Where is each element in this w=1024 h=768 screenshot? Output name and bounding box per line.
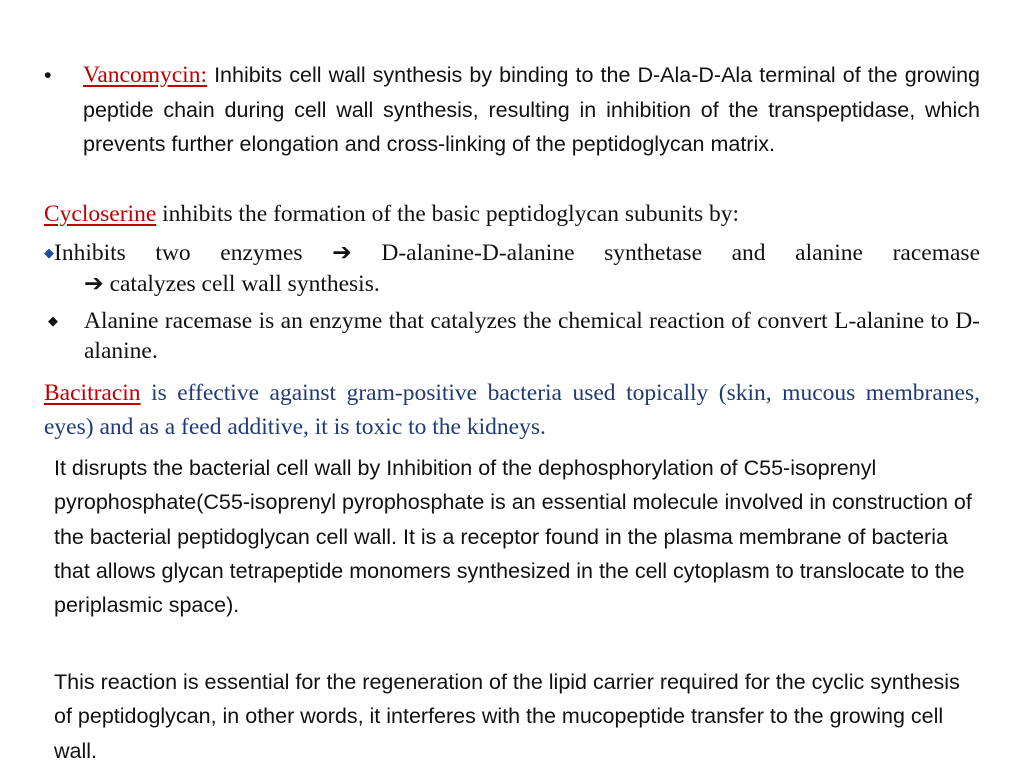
dephosphorylation-paragraph: It disrupts the bacterial cell wall by Inhibition of the dephosphorylation of C55-isoprenyl pyrophosphate(C55-isoprenyl pyrophosphate is an essential molecule involved in construction of the bacterial peptidoglycan cell wall. It is a receptor found in the plasma membrane of bacteria that allows glycan tetrapeptide monomers synthesized in the cell cytoplasm to translocate to the periplasmic space). [54,456,972,618]
diamond-bullet-icon: ◆ [44,246,54,261]
vancomycin-description: Inhibits cell wall synthesis by binding to the D-Ala-D-Ala terminal of the growing peptide chain during cell wall synthesis, resulting in inhibition of the transpeptidase, which prevents further elongation and cross-linking of the peptidoglycan matrix. [83,63,980,156]
enzyme-bullet-line2: ➔ catalyzes cell wall synthesis. [84,271,380,297]
vancomycin-bullet [44,58,980,162]
vancomycin-text [83,58,980,162]
bullet-dot: • [44,63,52,87]
cycloserine-term: Cycloserine [44,201,157,227]
bacitracin-description: is effective against gram-positive bacteria used topically (skin, mucous membranes, eyes) and as a feed additive, it is toxic to the kidneys. [44,380,980,440]
enzyme-bullet-line1: Inhibits two enzymes ➔ D-alanine-D-alanine synthetase and alanine racemase [54,240,980,266]
racemase-bullet-text: Alanine racemase is an enzyme that catalyzes the chemical reaction of convert L-alanine to D-alanine. [84,308,980,364]
racemase-bullet [44,306,980,366]
vancomycin-term: Vancomycin: [83,62,207,88]
enzyme-bullet [44,238,980,299]
cycloserine-line [44,197,984,231]
diamond-bullet-icon: ◆ [48,314,58,329]
bacitracin-term: Bacitracin [44,380,141,406]
regeneration-paragraph: This reaction is essential for the regeneration of the lipid carrier required for the cyclic synthesis of peptidoglycan, in other words, it interferes with the mucopeptide transfer to the growing cell wall. [54,670,960,763]
cycloserine-description: inhibits the formation of the basic peptidoglycan subunits by: [156,201,740,227]
bacitracin-line [44,376,980,444]
